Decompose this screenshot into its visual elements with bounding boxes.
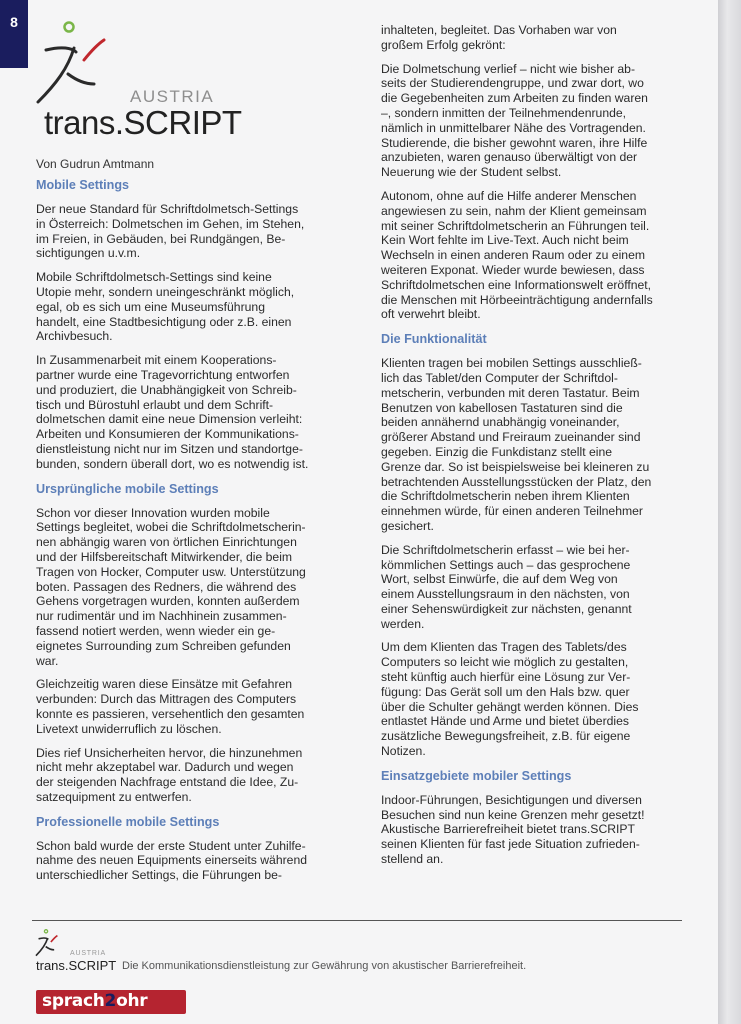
text-line: die Gegebenheiten zum Arbeiten zu finden waren — [381, 91, 648, 106]
text-line: Neuerung wie der Student selbst. — [381, 165, 562, 180]
text-line: zusätzliche Bewegungsfreiheit, z.B. für eigene — [381, 729, 631, 744]
article-paragraph — [36, 746, 331, 805]
article-paragraph — [36, 353, 331, 471]
text-line: war. — [36, 653, 59, 668]
logo-country: AUSTRIA — [130, 87, 215, 106]
text-line: Settings begleitet, wobei die Schriftdolmetscherin- — [36, 520, 306, 535]
text-line: fügung: Das Gerät soll um den Hals bzw. quer — [381, 684, 630, 699]
text-line: sichtigungen u.v.m. — [36, 246, 141, 261]
text-line: nahme des neuen Equipments einerseits während — [36, 853, 308, 868]
text-line: egal, ob es sich um eine Museumsführung — [36, 299, 265, 314]
text-line: dolmetschen damit eine neue Dimension verleiht: — [36, 412, 303, 427]
text-line: die Menschen mit Hörbeeinträchtigung andernfalls — [381, 292, 653, 307]
text-line: Arbeiten und Konsumieren der Kommunikations- — [36, 427, 299, 442]
text-line: nur rudimentär und im Nachhinein zusammen- — [36, 609, 287, 624]
sprachohr-wordmark — [42, 991, 147, 1011]
text-line: oft verwehrt bleibt. — [381, 307, 481, 322]
article-paragraph — [381, 640, 682, 758]
article-paragraph — [381, 356, 682, 534]
text-line: Schriftdolmetschen eine Informationswelt eröffnet, — [381, 277, 652, 292]
text-line: verbunden: Durch das Mittragen des Computers — [36, 692, 297, 707]
text-line: Grenze dar. So ist beispielsweise bei kleineren zu — [381, 459, 650, 474]
text-line: Besuchen sind nun keine Grenzen mehr gesetzt! — [381, 807, 645, 822]
text-line: kömmlichen Settings auch – das gesprochene — [381, 557, 631, 572]
text-line: im Freien, in Gebäuden, bei Rundgängen, Be- — [36, 231, 286, 246]
text-line: Akustische Barrierefreiheit bietet trans.SCRIPT — [381, 822, 636, 837]
text-line: gegeben. Einzig die Funkdistanz stellt eine — [381, 444, 613, 459]
footer-tagline: Die Kommunikationsdienstleistung zur Gewährung von akustischer Barrierefreiheit. — [122, 960, 527, 972]
footer-logo-wordmark: trans.SCRIPT — [36, 958, 117, 973]
article-paragraph — [36, 839, 331, 883]
text-line: lich das Tablet/den Computer der Schriftdol- — [381, 370, 618, 385]
transscript-figure-icon — [32, 18, 112, 108]
section-heading: Professionelle mobile Settings — [36, 814, 220, 829]
text-line: einem Ausstellungsraum in den nächsten, von — [381, 587, 630, 602]
text-line: Der neue Standard für Schriftdolmetsch-Settings — [36, 202, 299, 216]
text-line: Notizen. — [381, 744, 426, 759]
section-heading: Die Funktionalität — [381, 332, 487, 347]
footer-logo-country: AUSTRIA — [70, 950, 106, 957]
sprachohr-word-2: ohr — [116, 991, 148, 1011]
section-heading: Mobile Settings — [36, 178, 130, 192]
text-line: seits der Studierendengruppe, und zwar dort, wo — [381, 76, 644, 91]
text-line: und produziert, die Unabhängigkeit von Schreib- — [36, 382, 297, 397]
text-line: fassend notiert werden, wenn wieder ein ge- — [36, 623, 276, 638]
text-line: konnte es passieren, versehentlich den gesamten — [36, 706, 305, 721]
text-line: Utopie mehr, sondern uneingeschränkt möglich, — [36, 284, 295, 299]
section-heading: Ursprüngliche mobile Settings — [36, 481, 219, 496]
text-line: beiden annähernd unabhängig voneinander, — [381, 415, 620, 430]
text-line: tisch und Bürostuhl erlaubt und dem Schrift- — [36, 397, 274, 412]
footer-transscript-figure-icon — [34, 928, 60, 958]
text-line: boten. Passagen des Redners, die während des — [36, 579, 297, 594]
section-heading: Einsatzgebiete mobiler Settings — [381, 768, 572, 783]
text-line: werden. — [381, 616, 425, 631]
article-paragraph — [381, 23, 682, 53]
text-line: und der Hilfsbereitschaft Mitwirkender, die beim — [36, 549, 293, 564]
text-line: metscherin, verbunden mit deren Tastatur. Beim — [381, 385, 640, 400]
text-line: Livetext unwiderruflich zu löschen. — [36, 721, 222, 736]
text-line: Die Schriftdolmetscherin erfasst – wie bei her- — [381, 542, 630, 557]
text-line: Um dem Klienten das Tragen des Tablets/des — [381, 640, 627, 655]
text-line: steht künftig auch hierfür eine Lösung zur Ver- — [381, 670, 631, 685]
footer-divider — [32, 920, 682, 921]
text-line: nen abhängig waren von örtlichen Einrichtungen — [36, 535, 297, 550]
text-line: Studierende, die bisher gewohnt waren, ihre Hilfe — [381, 135, 648, 150]
text-line: bunden, sondern überall dort, wo es notwendig ist. — [36, 456, 309, 471]
text-line: inhalteten, begleitet. Das Vorhaben war von — [381, 23, 617, 37]
text-line: Wort, selbst Einwürfe, die auf dem Weg von — [381, 572, 618, 587]
text-line: Wechseln in einen anderen Raum oder zu einem — [381, 248, 645, 263]
text-line: der steigenden Nachfrage entstand die Idee, Zu- — [36, 775, 299, 790]
text-line: In Zusammenarbeit mit einem Kooperations- — [36, 353, 277, 368]
sprachohr-word-1: sprach — [42, 991, 105, 1011]
text-line: gesichert. — [381, 518, 434, 533]
article-paragraph — [36, 677, 331, 736]
article-paragraph — [36, 202, 331, 261]
text-line: Dies rief Unsicherheiten hervor, die hinzunehmen — [36, 745, 303, 760]
text-line: Gehens vorgetragen wurden, konnten außerdem — [36, 594, 300, 609]
text-line: Benutzen von kabellosen Tastaturen sind die — [381, 400, 623, 415]
text-line: weiteren Exponat. Wieder wurde bewiesen, dass — [381, 262, 645, 277]
text-line: in Österreich: Dolmetschen im Gehen, im Stehen, — [36, 216, 305, 231]
article-column-right — [381, 23, 682, 867]
article-paragraph — [381, 62, 682, 180]
text-line: betrachtenden Ausstellungsstücken der Platz, den — [381, 474, 652, 489]
text-line: eignetes Surrounding zum Schreiben gefunden — [36, 638, 291, 653]
page-number: 8 — [0, 0, 28, 68]
article-paragraph — [381, 793, 682, 867]
text-line: dienstleistung nicht nur im Sitzen und standortge- — [36, 441, 303, 456]
text-line: Indoor-Führungen, Besichtigungen und diversen — [381, 792, 642, 807]
text-line: anzubieten, waren genauso überwältigt von der — [381, 150, 638, 165]
text-line: mit seiner Schriftdolmetscherin an Führungen teil. — [381, 218, 650, 233]
article-paragraph — [381, 543, 682, 632]
text-line: großem Erfolg gekrönt: — [381, 37, 506, 52]
text-line: Tragen von Hocker, Computer usw. Unterstützung — [36, 564, 306, 579]
article-paragraph — [381, 189, 682, 322]
text-line: partner wurde eine Tragevorrichtung entworfen — [36, 367, 290, 382]
text-line: Gleichzeitig waren diese Einsätze mit Gefahren — [36, 677, 293, 692]
text-line: Klienten tragen bei mobilen Settings ausschließ- — [381, 356, 642, 371]
text-line: nämlich in unmittelbarer Nähe des Vortragenden. — [381, 120, 646, 135]
text-line: handelt, eine Stadtbesichtigung oder z.B. einen — [36, 314, 292, 329]
sprachohr-sep: 2 — [104, 991, 117, 1011]
text-line: über die Schulter gehängt werden können. Dies — [381, 699, 639, 714]
text-line: Mobile Schriftdolmetsch-Settings sind keine — [36, 270, 272, 285]
text-line: nicht mehr akzeptabel war. Dadurch und wegen — [36, 760, 294, 775]
article-paragraph — [36, 506, 331, 669]
text-line: Autonom, ohne auf die Hilfe anderer Menschen — [381, 188, 637, 203]
article-column-left — [36, 178, 331, 883]
text-line: unterschiedlicher Settings, die Führungen be- — [36, 868, 282, 883]
article-paragraph — [36, 270, 331, 344]
logo-wordmark: trans.SCRIPT — [44, 104, 242, 141]
text-line: Archivbesuch. — [36, 329, 113, 344]
text-line: die Schriftdolmetscherin neben ihrem Klienten — [381, 489, 630, 504]
text-line: seinen Klienten für fast jede Situation zufrieden- — [381, 837, 640, 852]
text-line: entlastet Hände und Arme und bietet überdies — [381, 714, 629, 729]
sprachohr-logo — [36, 990, 186, 1014]
page-edge — [718, 0, 741, 1024]
text-line: größerer Abstand und Freiraum zueinander sind — [381, 430, 641, 445]
text-line: satzequipment zu entwerfen. — [36, 789, 192, 804]
text-line: einer Sehenswürdigkeit zur nächsten, genannt — [381, 601, 632, 616]
text-line: einnehmen würde, für einen anderen Teilnehmer — [381, 504, 643, 519]
text-line: Kein Wort fehlte im Live-Text. Auch nicht beim — [381, 233, 629, 248]
text-line: Schon bald wurde der erste Student unter Zuhilfe- — [36, 838, 306, 853]
text-line: Schon vor dieser Innovation wurden mobile — [36, 505, 270, 520]
text-line: angewiesen zu sein, nahm der Klient gemeinsam — [381, 203, 647, 218]
text-line: Die Dolmetschung verlief – nicht wie bisher ab- — [381, 61, 636, 76]
author-byline: Von Gudrun Amtmann — [36, 157, 155, 171]
text-line: Computers so leicht wie möglich zu gestalten, — [381, 655, 629, 670]
text-line: –, sondern inmitten der Teilnehmendenrunde, — [381, 105, 627, 120]
text-line: stellend an. — [381, 852, 444, 867]
